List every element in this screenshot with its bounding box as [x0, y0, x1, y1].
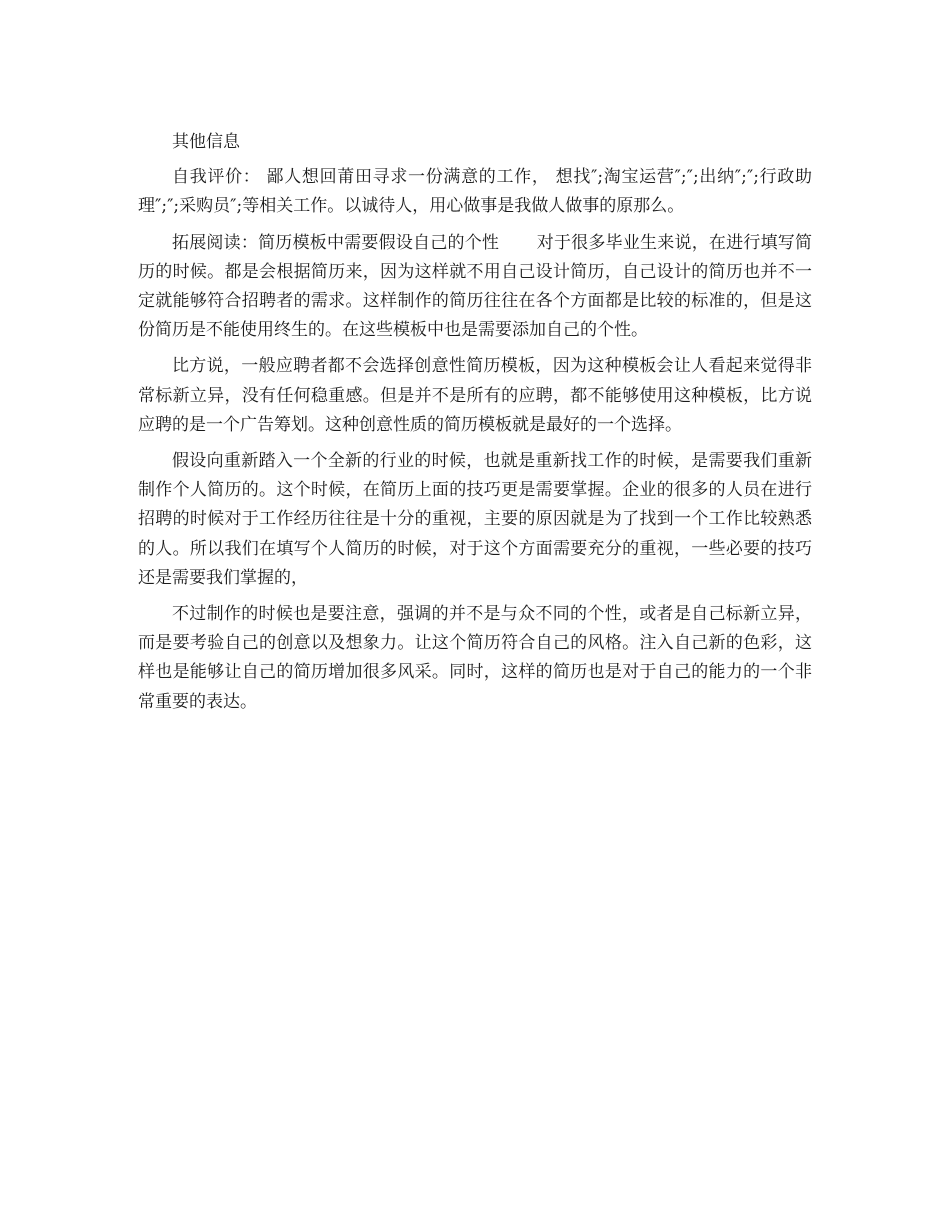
document-body	[138, 128, 812, 724]
section-heading: 其他信息	[172, 132, 240, 152]
extended-reading-title: 拓展阅读：简历模板中需要假设自己的个性	[172, 232, 500, 253]
body-paragraph: 不过制作的时候也是要注意，强调的并不是与众不同的个性，或者是自己标新立异，而是要考验自己的创意以及想象力。让这个简历符合自己的风格。注入自己新的色彩，这样也是能够让自己的简历增加很多风采。同时，这样的简历也是对于自己的能力的一个非常重要的表达。	[138, 604, 812, 712]
self-evaluation-paragraph: 自我评价： 鄙人想回莆田寻求一份满意的工作， 想找″;淘宝运营″;″;出纳″;″;行政助理″;″;采购员″;等相关工作。以诚待人，用心做事是我做人做事的原那么。	[138, 167, 812, 217]
extended-reading-body: 对于很多毕业生来说，在进行填写简历的时候。都是会根据简历来，因为这样就不用自己设计简历，自己设计的简历也并不一定就能够符合招聘者的需求。这样制作的简历往往在各个方面都是比较的标准的，但是这份简历是不能使用终生的。在这些模板中也是需要添加自己的个性。	[138, 232, 813, 341]
extended-reading-paragraph	[138, 229, 812, 346]
body-paragraph: 假设向重新踏入一个全新的行业的时候，也就是重新找工作的时候，是需要我们重新制作个人简历的。这个时候，在简历上面的技巧更是需要掌握。企业的很多的人员在进行招聘的时候对于工作经历往往是十分的重视，主要的原因就是为了找到一个工作比较熟悉的人。所以我们在填写个人简历的时候，对于这个方面需要充分的重视，一些必要的技巧还是需要我们掌握的，	[138, 451, 812, 588]
body-paragraph: 比方说，一般应聘者都不会选择创意性简历模板，因为这种模板会让人看起来觉得非常标新立异，没有任何稳重感。但是并不是所有的应聘，都不能够使用这种模板，比方说应聘的是一个广告筹划。这种创意性质的简历模板就是最好的一个选择。	[138, 356, 812, 435]
